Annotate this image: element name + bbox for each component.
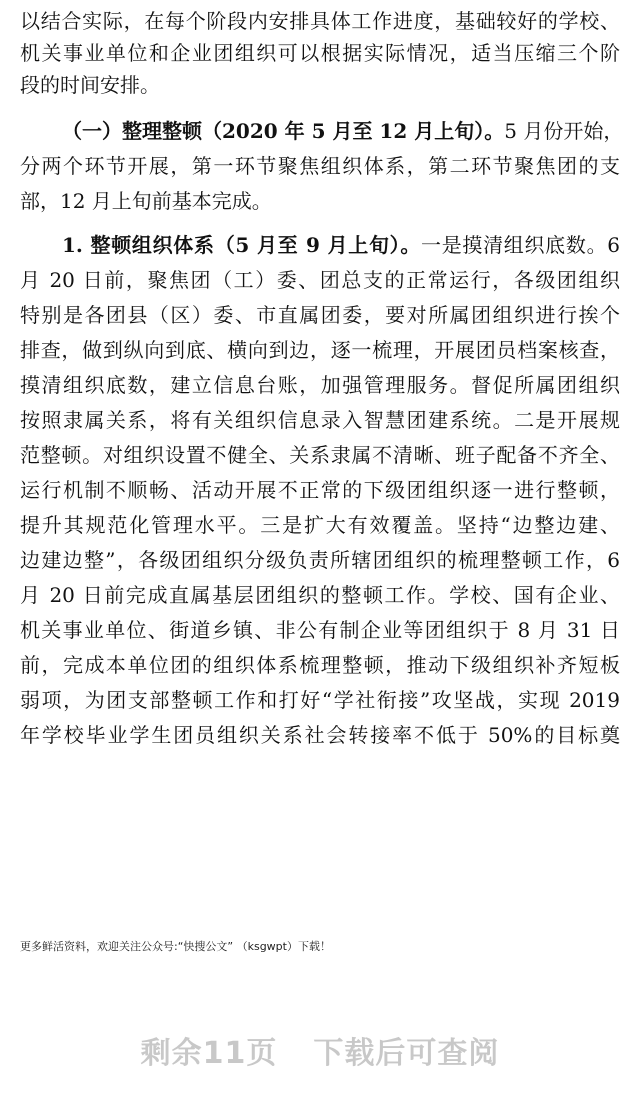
body-line: 摸清组织底数，建立信息台账，加强管理服务。督促所属团组织 bbox=[20, 373, 620, 397]
body-line: 年学校毕业学生团员组织关系社会转接率不低于 50%的目标奠 bbox=[20, 723, 620, 747]
subsection-heading: 1. 整顿组织体系（5 月至 9 月上旬）。 bbox=[62, 233, 422, 257]
section-heading: （一）整理整顿（2020 年 5 月至 12 月上旬）。 bbox=[62, 119, 505, 143]
body-line: 部，12 月上旬前基本完成。 bbox=[20, 189, 272, 213]
section-heading-line: （一）整理整顿（2020 年 5 月至 12 月上旬）。5 月份开始， bbox=[62, 119, 624, 143]
body-line: 机关事业单位和企业团组织可以根据实际情况，适当压缩三个阶 bbox=[20, 41, 620, 65]
body-line: 排查，做到纵向到底、横向到边，逐一梳理，开展团员档案核查， bbox=[20, 338, 620, 362]
body-line: 运行机制不顺畅、活动开展不正常的下级团组织逐一进行整顿， bbox=[20, 478, 620, 502]
body-line: 月 20 日前，聚焦团（工）委、团总支的正常运行，各级团组织 bbox=[20, 268, 620, 292]
body-line: 特别是各团县（区）委、市直属团委，要对所属团组织进行挨个 bbox=[20, 303, 620, 327]
download-to-view-label: 下载后可查阅 bbox=[313, 1036, 500, 1071]
body-line: 段的时间安排。 bbox=[20, 73, 160, 97]
body-line: 月 20 日前完成直属基层团组织的整顿工作。学校、国有企业、 bbox=[20, 583, 620, 607]
body-line: 分两个环节开展，第一环节聚焦组织体系，第二环节聚焦团的支 bbox=[20, 154, 620, 178]
body-line: 弱项，为团支部整顿工作和打好“学社衔接”攻坚战，实现 2019 bbox=[20, 688, 620, 712]
body-line: 按照隶属关系，将有关组织信息录入智慧团建系统。二是开展规 bbox=[20, 408, 620, 432]
body-line: 范整顿。对组织设置不健全、关系隶属不清晰、班子配备不齐全、 bbox=[20, 443, 620, 467]
body-line: 边建边整”，各级团组织分级负责所辖团组织的梳理整顿工作，6 bbox=[20, 548, 620, 572]
body-line: 提升其规范化管理水平。三是扩大有效覆盖。坚持“边整边建、 bbox=[20, 513, 620, 537]
remaining-pages-label: 剩余11页 bbox=[140, 1036, 278, 1071]
subsection-heading-line: 1. 整顿组织体系（5 月至 9 月上旬）。一是摸清组织底数。6 bbox=[62, 233, 620, 257]
body-line: 机关事业单位、街道乡镇、非公有制企业等团组织于 8 月 31 日 bbox=[20, 618, 620, 642]
body-line: 前，完成本单位团的组织体系梳理整顿，推动下级组织补齐短板 bbox=[20, 653, 620, 677]
remaining-pages-banner[interactable] bbox=[0, 1028, 640, 1072]
footer-note: 更多鲜活资料，欢迎关注公众号:“快搜公文” （ksgwpt）下载！ bbox=[20, 940, 331, 953]
body-line: 以结合实际，在每个阶段内安排具体工作进度，基础较好的学校、 bbox=[20, 9, 620, 33]
